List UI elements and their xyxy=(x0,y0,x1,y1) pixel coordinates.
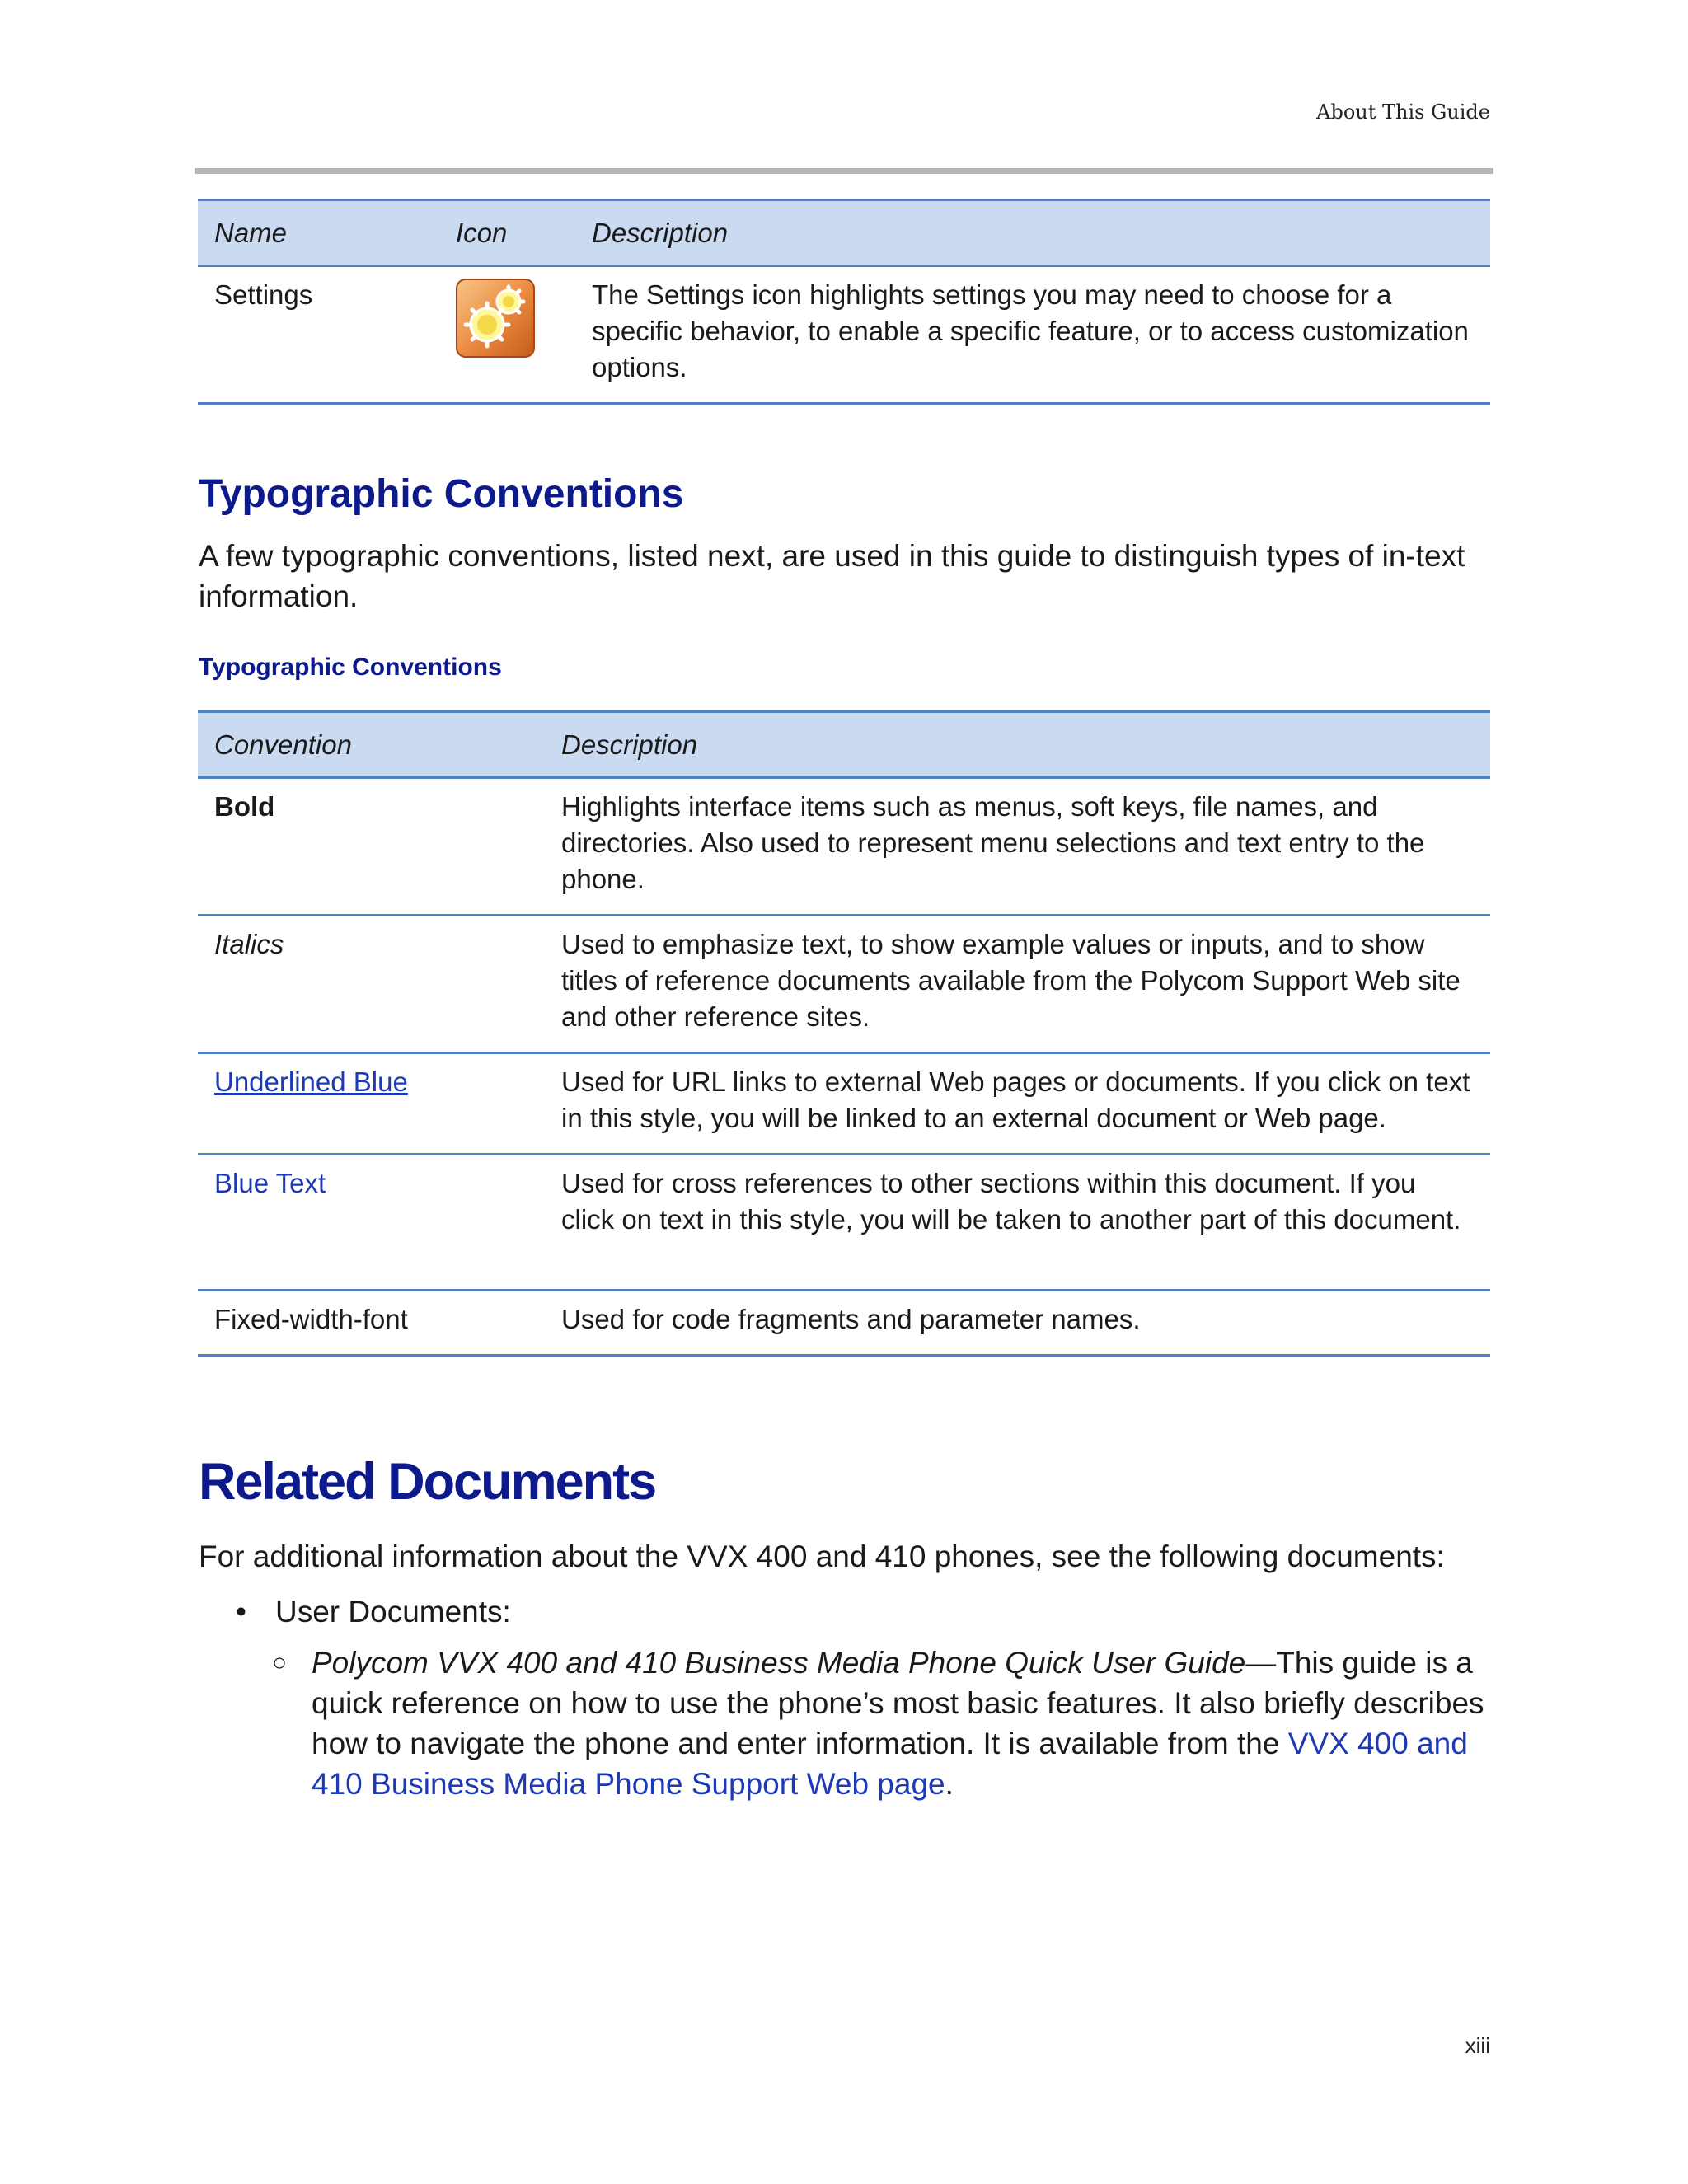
table-row xyxy=(198,1053,1490,1155)
page-number: xiii xyxy=(1465,2033,1490,2058)
table-row xyxy=(198,266,1490,404)
document-description: —This guide is a quick reference on how to use the phone’s most basic features. It also briefly describes how to navigate the phone and enter information. It is available from the xyxy=(312,1646,1484,1760)
related-documents-heading: Related Documents xyxy=(199,1453,656,1511)
running-header: About This Guide xyxy=(1316,101,1490,124)
document-title: Polycom VVX 400 and 410 Business Media Phone Quick User Guide xyxy=(312,1646,1246,1680)
column-header-convention: Convention xyxy=(198,712,545,778)
column-header-description: Description xyxy=(575,200,1490,266)
typographic-conventions-heading: Typographic Conventions xyxy=(199,472,684,516)
table-header-row xyxy=(198,712,1490,778)
header-rule xyxy=(195,168,1493,174)
convention-italics: Italics xyxy=(198,916,545,1053)
list-item-text xyxy=(312,1643,1515,1804)
convention-description: Used for cross references to other sections within this document. If you click on text in this style, you will be taken to another part of this document. xyxy=(545,1155,1490,1291)
convention-blue-text-cell xyxy=(198,1155,545,1291)
table-row xyxy=(198,1291,1490,1356)
support-web-page-link[interactable]: VVX 400 and 410 Business Media Phone Support Web page xyxy=(312,1727,1468,1801)
convention-bold: Bold xyxy=(198,778,545,916)
convention-description: Used to emphasize text, to show example values or inputs, and to show titles of reference documents available from the Polycom Support Web site and other reference sites. xyxy=(545,916,1490,1053)
sentence-end: . xyxy=(945,1767,954,1801)
settings-gears-icon xyxy=(456,279,535,358)
bullet-icon: • xyxy=(236,1595,246,1629)
hollow-bullet-icon: ○ xyxy=(272,1649,288,1676)
icon-description-cell: The Settings icon highlights settings you may need to choose for a specific behavior, to enable a specific feature, or to access customization options. xyxy=(575,266,1490,404)
convention-underlined-blue-link[interactable]: Underlined Blue xyxy=(214,1066,408,1097)
related-intro: For additional information about the VVX 400 and 410 phones, see the following documents: xyxy=(199,1540,1445,1573)
table-row xyxy=(198,778,1490,916)
convention-description: Used for code fragments and parameter names. xyxy=(545,1291,1490,1356)
list-item-label: User Documents: xyxy=(275,1595,511,1629)
icon-cell xyxy=(439,266,575,404)
table-header-row xyxy=(198,200,1490,266)
table-row xyxy=(198,1155,1490,1291)
column-header-name: Name xyxy=(198,200,439,266)
conventions-table xyxy=(198,710,1490,1357)
column-header-description: Description xyxy=(545,712,1490,778)
column-header-icon: Icon xyxy=(439,200,575,266)
convention-description: Highlights interface items such as menus, soft keys, file names, and directories. Also used to represent menu selections and text entry to the phone. xyxy=(545,778,1490,916)
typographic-intro: A few typographic conventions, listed next, are used in this guide to distinguish types of in-text information. xyxy=(199,539,1465,613)
icons-table xyxy=(198,199,1490,405)
icon-name-cell: Settings xyxy=(198,266,439,404)
convention-description: Used for URL links to external Web pages or documents. If you click on text in this style, you will be linked to an external document or Web page. xyxy=(545,1053,1490,1155)
table-caption: Typographic Conventions xyxy=(199,654,502,681)
convention-fixed-width: Fixed-width-font xyxy=(198,1291,545,1356)
convention-underlined-blue-cell xyxy=(198,1053,545,1155)
convention-blue-text-link[interactable]: Blue Text xyxy=(214,1168,326,1198)
table-row xyxy=(198,916,1490,1053)
